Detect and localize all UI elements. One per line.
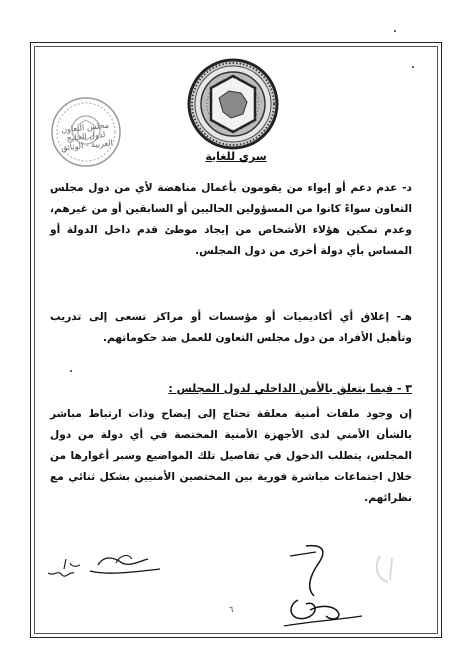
page-number: ٦ [229,605,234,614]
paragraph-item-d: د- عدم دعم أو إيواء من يقومون بأعمال مناهضة لأي من دول مجلس التعاون سواءً كانوا من المسؤولين الحاليين أو السابقين أو من غيرهم، وعدم تمكين هؤلاء الأشخاص من إيجاد موطئ قدم داخل الدولة أو المساس بأي دولة أخرى من دول المجلس. [50,182,412,257]
scan-speck [412,66,414,68]
scan-speck [394,30,396,32]
handwritten-initials-left [46,555,86,583]
seal-text: مجلس التعاون لدول الخليج العربية - الوثائق [60,120,114,153]
scan-speck [70,370,72,372]
handwritten-signature-right [276,540,368,630]
paragraph-item-3: إن وجود ملفات أمنية معلقة تحتاج إلى إيضاح وذات ارتباط مباشر بالشأن الأمني لدى الأجهزة الأمنية المختصة في أي دولة من دول المجلس، يتطلب الدخول في تفاصيل تلك المواضيع وسبر أغوارها من خلال اجتماعات مباشرة فورية بين المختصين الأمنيين بشكل ثنائي مع نظرائهم. [50,408,412,504]
section-3-heading: ٣ - فيما يتعلق بالأمن الداخلي لدول المجلس : [168,382,412,395]
paragraph-item-h: هـ- إغلاق أي أكاديميات أو مؤسسات أو مراكز تسعى إلى تدريب وتأهيل الأفراد من دول مجلس التعاون للعمل ضد حكوماتهم. [50,311,412,344]
gcc-emblem-icon [185,58,281,150]
classification-label: سري للغاية [205,150,267,163]
handwritten-signature-left [86,545,166,581]
